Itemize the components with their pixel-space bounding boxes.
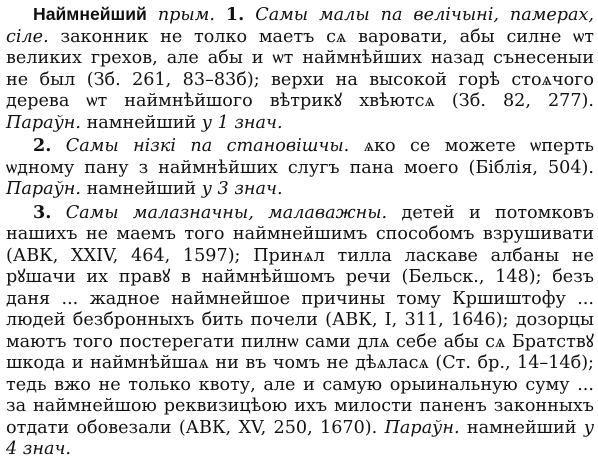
dictionary-entry [6,4,594,462]
sense-1-compare-label: Параўн. [6,112,81,133]
sense-2-quotations: ѧко се можете ѡперть ѡдному пану з наймнѣйших слугъ пана моего (Біблія, 504). [6,136,595,178]
sense-1-compare-word: намнейший [86,112,197,133]
sense-2-compare-sense: у 3 знач. [201,179,283,199]
part-of-speech: прым. [157,5,215,25]
sense-1-gloss: Самы малы па велічыні, памерах, сіле. [6,5,595,47]
sense-2-paragraph [6,135,594,201]
sense-3-compare-label: Параўн. [384,417,460,438]
sense-2-number: 2. [33,135,52,156]
sense-3-gloss: Самы малазначны, малаважны. [65,202,388,223]
sense-1-number: 1. [225,4,245,25]
sense-2-gloss: Самы нізкі па становішчы. [65,136,350,156]
sense-3-compare-sense: у 4 знач. [6,417,595,459]
sense-1-quotations: законник не толко маетъ сѧ варовати, абы силне ѡт великих грехов, але абы и ѡт наймнѣйших назад сънесеныи не был (Зб. 261, 83–83б); верхи на высокой горѣ стоѧчого дерева ѡт наймнѣйшого вѣтрикꙋ хвѣютсѧ (Зб. 82, 277). [6,26,594,111]
sense-2-compare-label: Параўн. [6,179,81,199]
sense-1-paragraph [6,4,594,134]
sense-3-number: 3. [33,201,52,223]
sense-2-compare-word: намнейший [86,179,197,199]
sense-3-compare-word: намнейший [466,417,577,438]
sense-3-quotations: детей и потомковъ нашихъ не маемъ того наймнейшимъ способомъ взрушивати (АВК, XXIV, 464, 1597); Принѧл тилла ласкаве албаны не рꙋшачи их правꙋ в наймнѣйшомъ речи (Бельск., 148); безъ даня ... жадное наймнейшое причины тому Кршиштофу ... людей безбронныхъ бить почели (АВК, I, 311, 1646); дозорцы маютъ того постерегати пилнѡ сами длѧ себе абы сѧ Братствꙋ шкода и наймнѣйшаѧ ни въ чомъ не дѣѧласѧ (Ст. бр., 14–14б); тедь вжо не только квоту, але и самую орыинальную суму ... за наймнейшою реквизицѣою ихъ милости паненъ законныхъ отдати обовезали (АВК, XV, 250, 1670). [6,202,595,438]
sense-1-compare-sense: у 1 знач. [201,112,283,133]
headword: Наймнейший [33,4,147,24]
sense-3-paragraph [6,202,594,461]
